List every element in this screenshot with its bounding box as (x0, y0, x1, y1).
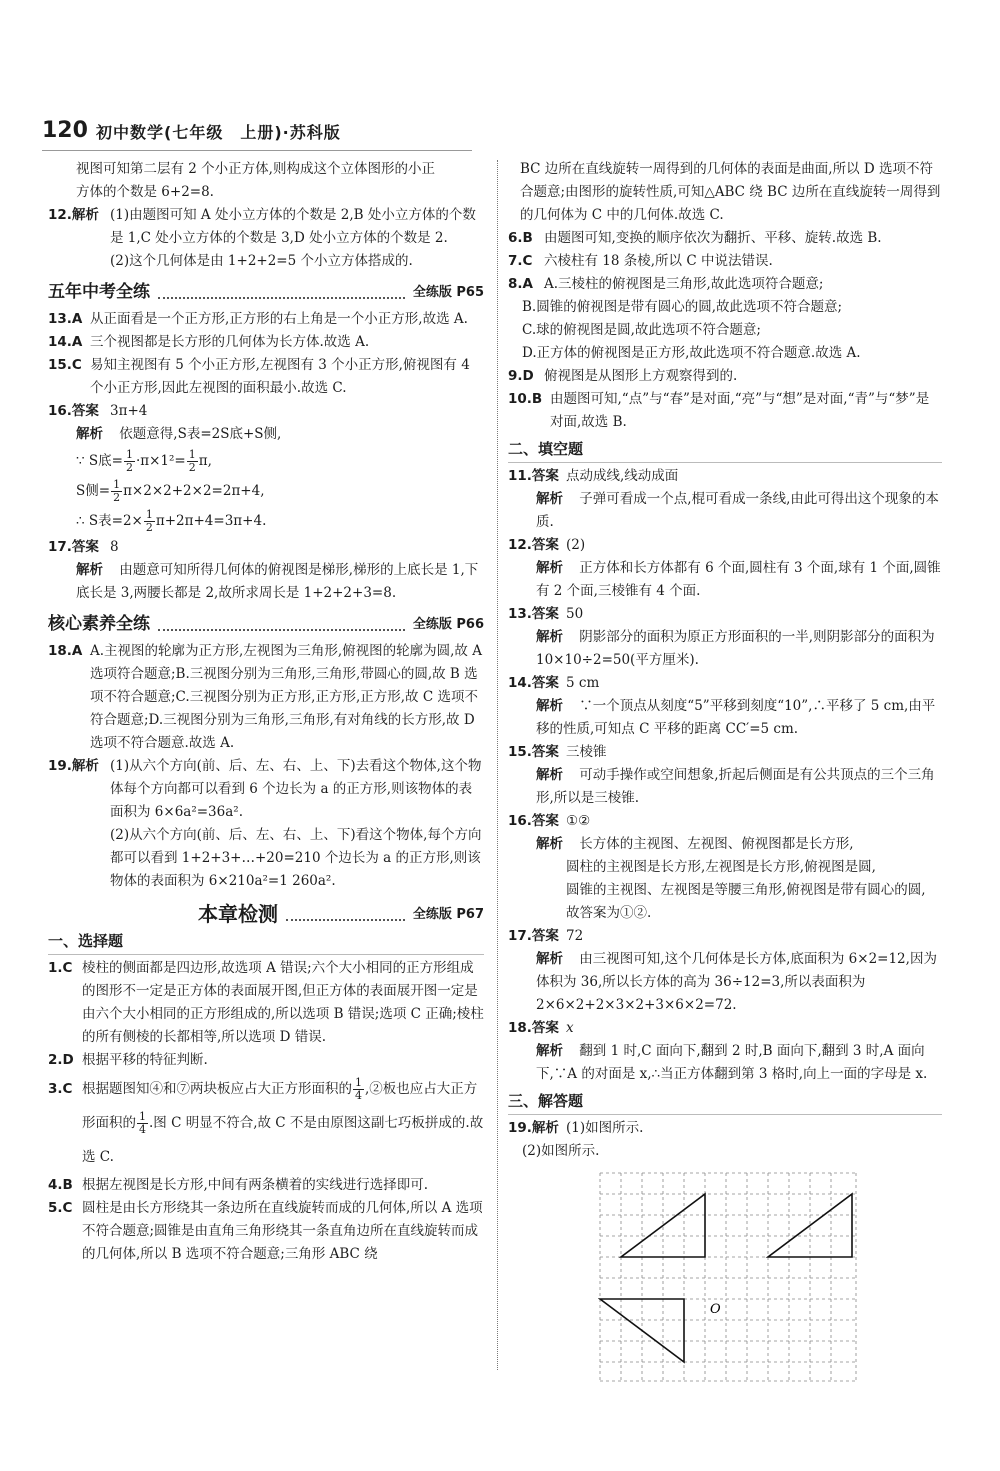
formula-text: S侧= (76, 483, 111, 499)
column-divider (497, 160, 498, 1370)
section-title: 五年中考全练 (48, 282, 150, 302)
numerator: 1 (125, 448, 133, 461)
q13-text: 从正面看是一个正方形,正方形的右上角是一个小正方形,故选 A. (90, 311, 468, 327)
c2-number: 2.D (48, 1052, 74, 1068)
subsection-heading: 二、填空题 (508, 438, 942, 463)
c9-number: 9.D (508, 368, 534, 384)
f16-block (508, 810, 942, 833)
fraction (353, 1077, 364, 1102)
c7-block (508, 250, 942, 273)
f15-text: 可动手操作或空间想象,折起后侧面是有公共顶点的三个三角形,所以是三棱锥. (536, 767, 935, 806)
section-leader (286, 909, 405, 921)
analysis-label: 解析 (536, 491, 563, 507)
q13-block (48, 308, 484, 331)
analysis-label: 解析 (76, 426, 103, 442)
analysis-label: 解析 (536, 698, 563, 714)
denominator: 4 (355, 1089, 362, 1102)
f16-answer: ①② (566, 813, 591, 829)
c5-number: 5.C (48, 1200, 73, 1216)
f16-number: 16.答案 (508, 813, 559, 829)
q14-block (48, 331, 484, 354)
f14-number: 14.答案 (508, 675, 559, 691)
q14-number: 14.A (48, 334, 83, 350)
q18-number: 18.A (48, 643, 83, 659)
c5-text: 圆柱是由长方形绕其一条边所在直线旋转而成的几何体,所以 A 选项不符合题意;圆锥是由直角三角形绕其一条直角边所在直线旋转而成的几何体,所以 B 选项不符合题意;三角形 ABC 绕 (82, 1200, 483, 1262)
f18-answer: x (566, 1020, 574, 1036)
f18-analysis (508, 1040, 942, 1086)
c2-block (48, 1049, 484, 1072)
numerator: 1 (139, 1110, 146, 1123)
c3-block (48, 1072, 484, 1174)
f15-block (508, 741, 942, 764)
c8-option: B.圆锥的俯视图是带有圆心的圆,故此选项不符合题意; (522, 299, 843, 315)
c6-block (508, 227, 942, 250)
q16-formula-2 (48, 476, 484, 506)
c1-number: 1.C (48, 960, 73, 976)
section-title: 核心素养全练 (48, 614, 150, 634)
f11-number: 11.答案 (508, 468, 559, 484)
q12-block (48, 204, 484, 273)
c7-number: 7.C (508, 253, 533, 269)
f17-text: 由三视图可知,这个几何体是长方体,底面积为 6×2=12,因为体积为 36,所以长方体的高为 36÷12=3,所以表面积为 2×6×2+2×3×2+3×6×2=72. (536, 951, 937, 1013)
analysis-label: 解析 (536, 836, 563, 852)
q16-line-1: 依题意得,S表=2S底+S侧, (119, 426, 282, 442)
c5-block (48, 1197, 484, 1266)
fraction (111, 479, 122, 504)
f12-answer: (2) (566, 537, 586, 553)
c6-text: 由题图可知,变换的顺序依次为翻折、平移、旋转.故选 B. (544, 230, 882, 246)
q13-number: 13.A (48, 311, 83, 327)
continued-text: 视图可知第二层有 2 个小正方体,则构成这个立体图形的小正 (76, 161, 435, 177)
section-ref: 全练版 P66 (412, 617, 484, 632)
origin-label: O (710, 1302, 721, 1317)
f16-analysis (508, 833, 942, 856)
f16-line: 故答案为①②. (566, 905, 652, 921)
page-header (42, 118, 482, 152)
q16-formula-3 (48, 506, 484, 536)
q17-number: 17.答案 (48, 539, 99, 555)
section-ref: 全练版 P67 (412, 907, 484, 922)
c9-text: 俯视图是从图形上方观察得到的. (544, 368, 738, 384)
analysis-label: 解析 (536, 767, 563, 783)
denominator: 4 (139, 1123, 146, 1136)
q18-block (48, 640, 484, 755)
q16-block (48, 400, 484, 423)
f15-number: 15.答案 (508, 744, 559, 760)
f17-analysis (508, 948, 942, 1017)
c8-option: C.球的俯视图是圆,故此选项不符合题意; (522, 322, 761, 338)
q16-number: 16.答案 (48, 403, 99, 419)
fraction (124, 449, 135, 474)
q15-text: 易知主视图有 5 个小正方形,左视图有 3 个小正方形,俯视图有 4 个小正方形,因此左视图的面积最小.故选 C. (90, 357, 470, 396)
c4-block (48, 1174, 484, 1197)
f16-text: 长方体的主视图、左视图、俯视图都是长方形, (579, 836, 854, 852)
f14-block (508, 672, 942, 695)
f15-answer: 三棱锥 (566, 744, 607, 760)
q19-text-2: (2)从六个方向(前、后、左、右、上、下)看这个物体,每个方向都可以看到 1+2+3+…+20=210 个边长为 a 的正方形,则该物体的表面积为 6×210a²=1 260a². (110, 827, 482, 889)
f14-analysis (508, 695, 942, 741)
q15-block (48, 354, 484, 400)
analysis-label: 解析 (536, 1043, 563, 1059)
fraction (187, 449, 198, 474)
f14-text: ∵一个顶点从刻度“5”平移到刻度“10”,∴平移了 5 cm,由平移的性质,可知点 C 平移的距离 CC′=5 cm. (536, 698, 936, 737)
c3-text-3: .图 C 明显不符合,故 C 不是由原图这副七巧板拼成的.故选 C. (82, 1115, 484, 1165)
denominator: 2 (145, 521, 153, 534)
c9-block (508, 365, 942, 388)
denominator: 2 (113, 491, 121, 504)
numerator: 1 (113, 478, 121, 491)
q17-answer: 8 (110, 539, 119, 555)
s19-text: (1)如图所示. (566, 1120, 644, 1136)
f15-analysis (508, 764, 942, 810)
numerator: 1 (188, 448, 196, 461)
s19-block (508, 1117, 942, 1140)
c8-number: 8.A (508, 276, 533, 292)
c8-option: D.正方体的俯视图是正方形,故此选项不符合题意.故选 A. (522, 345, 861, 361)
f11-text: 子弹可看成一个点,棍可看成一条线,由此可得出这个现象的本质. (536, 491, 939, 530)
f17-block (508, 925, 942, 948)
c3-text: 根据题图知④和⑦两块板应占大正方形面积的 (82, 1081, 352, 1097)
c4-text: 根据左视图是长方形,中间有两条横着的实线进行选择即可. (82, 1177, 429, 1193)
f18-number: 18.答案 (508, 1020, 559, 1036)
section-heading (48, 281, 484, 304)
q17-analysis (48, 559, 484, 605)
f12-block (508, 534, 942, 557)
analysis-label: 解析 (76, 562, 103, 578)
formula-text: ∴ S表=2× (76, 513, 143, 529)
q18-text: A.主视图的轮廓为正方形,左视图为三角形,俯视图的轮廓为圆,故 A 选项符合题意;B.三视图分别为三角形,三角形,带圆心的圆,故 B 选项不符合题意;C.三视图分别为正方形,正方形,正方形,故 C 选项不符合题意;D.三视图分别为三角形,三角形,有对角线的长方形,故 D 选项不符合题意.故选 A. (90, 643, 482, 751)
analysis-label: 解析 (536, 951, 563, 967)
section-leader (158, 287, 405, 299)
subsection-heading: 一、选择题 (48, 930, 484, 955)
c3-number: 3.C (48, 1081, 73, 1097)
left-column (48, 158, 484, 1266)
right-column (508, 158, 942, 1391)
c6-number: 6.B (508, 230, 533, 246)
formula-text: ∵ S底= (76, 453, 123, 469)
q17-block (48, 536, 484, 559)
q16-formula-1 (48, 446, 484, 476)
section-leader (158, 619, 405, 631)
denominator: 2 (188, 461, 196, 474)
analysis-label: 解析 (536, 629, 563, 645)
f12-analysis (508, 557, 942, 603)
f12-text: 正方体和长方体都有 6 个面,圆柱有 3 个面,球有 1 个面,圆锥有 2 个面,三棱锥有 4 个面. (536, 560, 941, 599)
c4-number: 4.B (48, 1177, 73, 1193)
q12-text-2: (2)这个几何体是由 1+2+2=5 个小立方体搭成的. (110, 253, 413, 269)
f13-text: 阴影部分的面积为原正方形面积的一半,则阴影部分的面积为 10×10÷2=50(平方厘米). (536, 629, 935, 668)
q16-analysis (48, 423, 484, 446)
section-ref: 全练版 P65 (412, 285, 484, 300)
c8-text: A.三棱柱的俯视图是三角形,故此选项符合题意; (544, 276, 824, 292)
f13-analysis (508, 626, 942, 672)
f13-block (508, 603, 942, 626)
f13-answer: 50 (566, 606, 584, 622)
c3-text-2: ,②板也应占大正方形面积的 (82, 1081, 478, 1131)
continued-text: BC 边所在直线旋转一周得到的几何体的表面是曲面,所以 D 选项不符合题意;由图形的旋转性质,可知△ABC 绕 BC 边所在直线旋转一周得到的几何体为 C 中的几何体.故选 C. (520, 161, 941, 223)
formula-text: π+2π+4=3π+4. (155, 513, 267, 529)
page-number: 120 (42, 118, 88, 143)
section-heading (48, 613, 484, 636)
subsection-heading: 三、解答题 (508, 1090, 942, 1115)
header-rule (42, 150, 472, 151)
fraction (137, 1111, 148, 1136)
f12-number: 12.答案 (508, 537, 559, 553)
q14-text: 三个视图都是长方形的几何体为长方体.故选 A. (90, 334, 370, 350)
f16-line: 圆柱的主视图是长方形,左视图是长方形,俯视图是圆, (566, 859, 876, 875)
q19-text: (1)从六个方向(前、后、左、右、上、下)去看这个物体,这个物体每个方向都可以看到 6 个边长为 a 的正方形,则该物体的表面积为 6×6a²=36a². (110, 758, 482, 820)
q19-block (48, 755, 484, 893)
numerator: 1 (145, 508, 153, 521)
f11-answer: 点动成线,线动成面 (566, 468, 679, 484)
q17-text: 由题意可知所得几何体的俯视图是梯形,梯形的上底长是 1,下底长是 3,两腰长都是 2,故所求周长是 1+2+2+3=8. (76, 562, 479, 601)
q19-number: 19.解析 (48, 758, 99, 774)
f11-block (508, 465, 942, 488)
c10-block (508, 388, 942, 434)
f11-analysis (508, 488, 942, 534)
s19-text-2: (2)如图所示. (522, 1143, 600, 1159)
formula-text: ·π×1²= (135, 453, 186, 469)
continued-text: 方体的个数是 6+2=8. (76, 184, 214, 200)
triangle-bottom (600, 1299, 684, 1362)
answer-grid-figure (598, 1171, 860, 1383)
c8-block (508, 273, 942, 296)
formula-text: π, (198, 453, 212, 469)
c2-text: 根据平移的特征判断. (82, 1052, 208, 1068)
s19-number: 19.解析 (508, 1120, 559, 1136)
grid-lines (600, 1173, 856, 1381)
q12-number: 12.解析 (48, 207, 99, 223)
c10-number: 10.B (508, 391, 543, 407)
c7-text: 六棱柱有 18 条棱,所以 C 中说法错误. (544, 253, 773, 269)
analysis-label: 解析 (536, 560, 563, 576)
f18-block (508, 1017, 942, 1040)
f13-number: 13.答案 (508, 606, 559, 622)
f17-number: 17.答案 (508, 928, 559, 944)
c1-text: 棱柱的侧面都是四边形,故选项 A 错误;六个大小相同的正方形组成的图形不一定是正方体的表面展开图,但正方体的表面展开图一定是由六个大小相同的正方形组成的,所以选项 B 错误;选项 C 正确;棱柱的所有侧棱的长都相等,所以选项 D 错误. (82, 960, 484, 1045)
f14-answer: 5 cm (566, 675, 600, 691)
denominator: 2 (125, 461, 133, 474)
book-title: 初中数学(七年级 上册)·苏科版 (96, 123, 341, 142)
f16-line: 圆锥的主视图、左视图是等腰三角形,俯视图是带有圆心的圆, (566, 882, 926, 898)
q15-number: 15.C (48, 357, 82, 373)
numerator: 1 (355, 1076, 362, 1089)
f17-answer: 72 (566, 928, 584, 944)
q16-answer: 3π+4 (110, 403, 148, 419)
chapter-test-heading (48, 903, 484, 926)
formula-text: π×2×2+2×2=2π+4, (123, 483, 265, 499)
q12-text: (1)由题图可知 A 处小立方体的个数是 2,B 处小立方体的个数是 1,C 处小立方体的个数是 3,D 处小立方体的个数是 2. (110, 207, 476, 246)
c1-block (48, 957, 484, 1049)
fraction (144, 509, 155, 534)
c10-text: 由题图可知,“点”与“春”是对面,“亮”与“想”是对面,“青”与“梦”是对面,故选 B. (550, 391, 930, 430)
section-title: 本章检测 (198, 902, 278, 926)
f18-text: 翻到 1 时,C 面向下,翻到 2 时,B 面向下,翻到 3 时,A 面向下,∵A 的对面是 x,∴当正方体翻到第 3 格时,向上一面的字母是 x. (536, 1043, 928, 1082)
